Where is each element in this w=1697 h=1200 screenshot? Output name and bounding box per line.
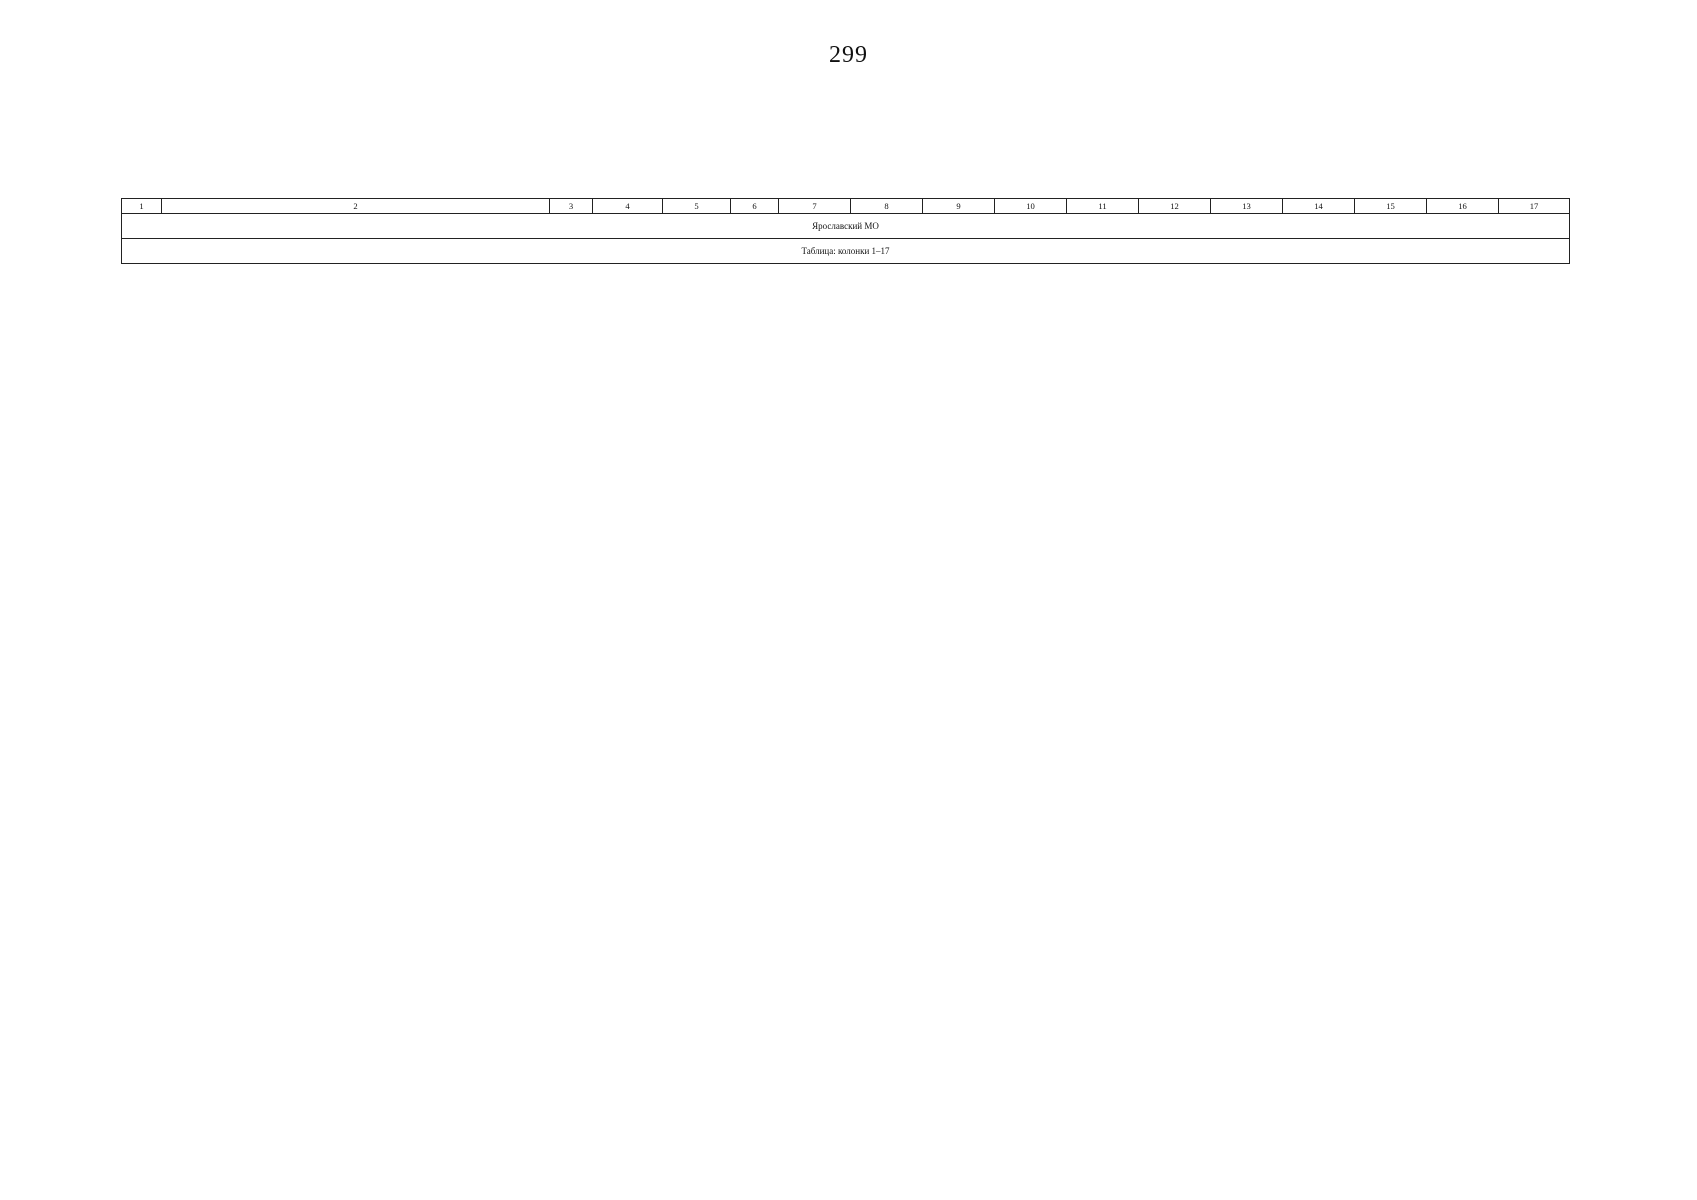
column-number: 8 <box>851 199 923 214</box>
column-number: 11 <box>1067 199 1139 214</box>
column-number: 13 <box>1211 199 1283 214</box>
section-header-row <box>122 214 1570 239</box>
column-number: 7 <box>779 199 851 214</box>
column-number: 3 <box>550 199 593 214</box>
column-number: 2 <box>162 199 550 214</box>
column-number: 10 <box>995 199 1067 214</box>
column-number: 1 <box>122 199 162 214</box>
page-number: 299 <box>829 42 868 68</box>
column-number: 5 <box>663 199 731 214</box>
column-number: 9 <box>923 199 995 214</box>
housing-repair-table-container <box>121 198 1570 264</box>
column-number-row <box>122 199 1570 214</box>
column-number: 15 <box>1355 199 1427 214</box>
placeholder-row <box>122 239 1570 264</box>
column-number: 16 <box>1427 199 1499 214</box>
column-number: 12 <box>1139 199 1211 214</box>
column-number: 17 <box>1499 199 1570 214</box>
housing-repair-table <box>121 198 1570 264</box>
column-number: 4 <box>593 199 663 214</box>
placeholder-text: Таблица: колонки 1–17 <box>122 239 1570 264</box>
section-header: Ярославский МО <box>122 214 1570 239</box>
column-number: 14 <box>1283 199 1355 214</box>
column-number: 6 <box>731 199 779 214</box>
